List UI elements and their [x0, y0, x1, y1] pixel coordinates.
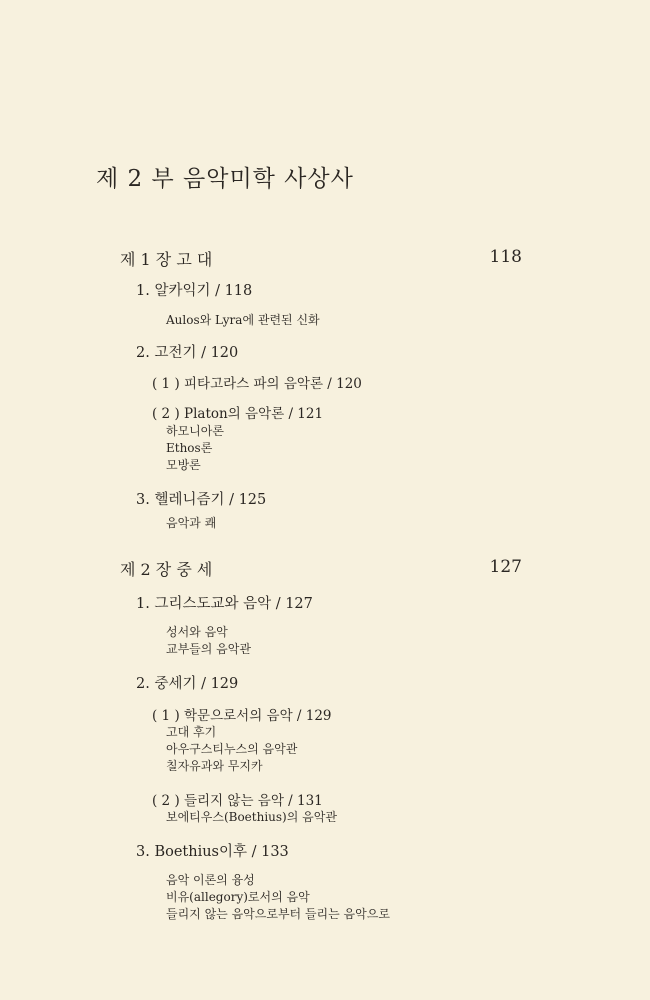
toc-item: 음악 이론의 융성 [166, 873, 255, 887]
chapter-page: 118 [489, 247, 522, 267]
toc-item: 성서와 음악 [166, 625, 228, 639]
subsection-heading: ( 2 ) Platon의 음악론 / 121 [152, 406, 324, 422]
section-heading: 1. 그리스도교와 음악 / 127 [136, 596, 313, 612]
section-heading: 2. 고전기 / 120 [136, 345, 239, 361]
subsection-heading: ( 2 ) 들리지 않는 음악 / 131 [152, 793, 323, 809]
chapter-label: 제 2 장 중 세 [120, 560, 213, 579]
toc-item: 교부들의 음악관 [166, 642, 251, 656]
chapter-label: 제 1 장 고 대 [120, 250, 213, 269]
toc-item: Aulos와 Lyra에 관련된 신화 [166, 313, 320, 327]
toc-item: 들리지 않는 음악으로부터 들리는 음악으로 [166, 907, 390, 921]
part-title: 제 2 부 음악미학 사상사 [96, 166, 354, 192]
toc-item: 칠자유과와 무지카 [166, 759, 263, 773]
toc-item: Ethos론 [166, 441, 213, 455]
toc-item: 모방론 [166, 458, 201, 472]
chapter-page: 127 [489, 557, 522, 577]
subsection-heading: ( 1 ) 피타고라스 파의 음악론 / 120 [152, 376, 362, 392]
chapter-heading [120, 557, 522, 580]
section-heading: 2. 중세기 / 129 [136, 676, 239, 692]
toc-item: 보에티우스(Boethius)의 음악관 [166, 810, 337, 824]
toc-item: 비유(allegory)로서의 음악 [166, 890, 310, 904]
section-heading: 3. Boethius이후 / 133 [136, 844, 289, 860]
section-heading: 1. 알카익기 / 118 [136, 283, 253, 299]
chapter-heading [120, 247, 522, 270]
subsection-heading: ( 1 ) 학문으로서의 음악 / 129 [152, 708, 332, 724]
toc-item: 하모니아론 [166, 424, 224, 438]
toc-item: 음악과 쾌 [166, 516, 217, 530]
toc-item: 고대 후기 [166, 725, 217, 739]
toc-item: 아우구스티누스의 음악관 [166, 742, 298, 756]
section-heading: 3. 헬레니즘기 / 125 [136, 492, 267, 508]
